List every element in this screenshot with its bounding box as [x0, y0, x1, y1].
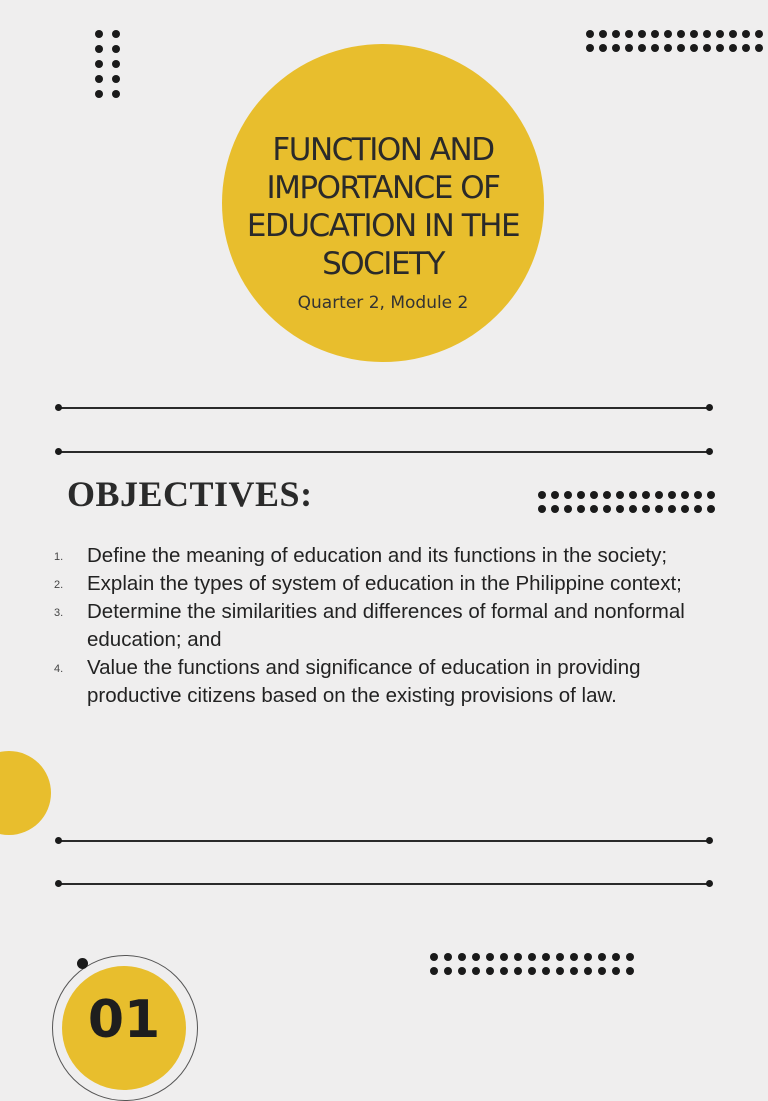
decorative-dot — [694, 491, 702, 499]
divider-line — [58, 840, 710, 842]
decorative-dot — [703, 44, 711, 52]
objective-text: Define the meaning of education and its functions in the society; — [87, 544, 668, 567]
decorative-dot — [112, 30, 120, 38]
decorative-dot — [716, 30, 724, 38]
decorative-dot — [655, 491, 663, 499]
decorative-dot — [528, 953, 536, 961]
decorative-dot — [112, 60, 120, 68]
decorative-dot — [638, 30, 646, 38]
decorative-dot — [629, 505, 637, 513]
decorative-dot — [444, 953, 452, 961]
decorative-dot — [472, 953, 480, 961]
decorative-dot — [598, 953, 606, 961]
decorative-dot — [95, 30, 103, 38]
decorative-dot — [664, 44, 672, 52]
decorative-dot — [694, 505, 702, 513]
decorative-dot — [638, 44, 646, 52]
decorative-dot — [612, 953, 620, 961]
decorative-dot — [514, 967, 522, 975]
decorative-dot — [584, 967, 592, 975]
decorative-circle — [0, 751, 51, 835]
decorative-dot — [681, 505, 689, 513]
decorative-dot — [626, 967, 634, 975]
divider-line — [58, 883, 710, 885]
title-line: FUNCTION AND — [272, 132, 494, 168]
title-line: IMPORTANCE OF — [266, 170, 500, 206]
decorative-dot — [677, 30, 685, 38]
decorative-dot — [514, 953, 522, 961]
decorative-dot — [668, 491, 676, 499]
decorative-dot — [642, 491, 650, 499]
decorative-dot — [729, 30, 737, 38]
decorative-dot — [95, 45, 103, 53]
decorative-dot — [599, 44, 607, 52]
decorative-dot — [500, 953, 508, 961]
decorative-dot — [542, 953, 550, 961]
decorative-dot — [716, 44, 724, 52]
decorative-dot — [95, 75, 103, 83]
objective-number: 1. — [54, 551, 64, 563]
decorative-dot — [500, 967, 508, 975]
decorative-dot — [625, 30, 633, 38]
decorative-dot — [586, 30, 594, 38]
objective-item — [50, 542, 710, 570]
decorative-dot — [95, 60, 103, 68]
title-line: SOCIETY — [322, 246, 444, 282]
objective-number: 4. — [54, 663, 64, 675]
decorative-dot — [538, 491, 546, 499]
decorative-dot — [551, 505, 559, 513]
objective-item — [50, 654, 710, 710]
decorative-dot — [486, 953, 494, 961]
decorative-dot — [590, 491, 598, 499]
decorative-dot — [564, 491, 572, 499]
decorative-dot — [542, 967, 550, 975]
decorative-dot — [755, 44, 763, 52]
objective-number: 3. — [54, 607, 64, 619]
decorative-dot — [651, 30, 659, 38]
decorative-dot — [458, 953, 466, 961]
decorative-dot — [590, 505, 598, 513]
objectives-list — [50, 542, 710, 710]
decorative-dot — [755, 30, 763, 38]
decorative-dot — [584, 953, 592, 961]
objectives-heading: OBJECTIVES: — [67, 474, 313, 514]
decorative-dot — [681, 491, 689, 499]
decorative-dot — [599, 30, 607, 38]
decorative-dot — [729, 44, 737, 52]
objective-text: Value the functions and significance of education in providing productive citizens based on the existing provisions of law. — [87, 656, 641, 707]
decorative-dot — [430, 953, 438, 961]
objective-item — [50, 598, 710, 654]
decorative-dot — [629, 491, 637, 499]
decorative-dot — [577, 491, 585, 499]
objective-text: Explain the types of system of education in the Philippine context; — [87, 572, 682, 595]
decorative-dot — [677, 44, 685, 52]
decorative-dot — [112, 90, 120, 98]
decorative-dot — [564, 505, 572, 513]
objective-number: 2. — [54, 579, 64, 591]
objective-item — [50, 570, 710, 598]
decorative-dot — [458, 967, 466, 975]
orbit-dot — [77, 958, 88, 969]
decorative-dot — [556, 953, 564, 961]
title-line: EDUCATION IN THE — [246, 208, 520, 244]
decorative-dot — [603, 491, 611, 499]
decorative-dot — [551, 491, 559, 499]
decorative-dot — [603, 505, 611, 513]
module-subtitle: Quarter 2, Module 2 — [297, 293, 469, 313]
decorative-dot — [556, 967, 564, 975]
decorative-dot — [655, 505, 663, 513]
decorative-dot — [430, 967, 438, 975]
page-title — [222, 131, 544, 283]
section-number: 01 — [87, 990, 161, 1050]
decorative-dot — [626, 953, 634, 961]
divider-line — [58, 407, 710, 409]
decorative-dot — [690, 44, 698, 52]
decorative-dot — [707, 505, 715, 513]
objective-text: Determine the similarities and differences of formal and nonformal education; and — [87, 600, 685, 651]
decorative-dot — [444, 967, 452, 975]
dot-pattern-bottom — [430, 953, 634, 975]
decorative-dot — [570, 953, 578, 961]
decorative-dot — [570, 967, 578, 975]
decorative-dot — [742, 30, 750, 38]
decorative-dot — [598, 967, 606, 975]
decorative-dot — [651, 44, 659, 52]
decorative-dot — [707, 491, 715, 499]
decorative-dot — [625, 44, 633, 52]
divider-line — [58, 451, 710, 453]
decorative-dot — [538, 505, 546, 513]
decorative-dot — [95, 90, 103, 98]
decorative-dot — [668, 505, 676, 513]
decorative-dot — [742, 44, 750, 52]
decorative-dot — [472, 967, 480, 975]
dot-pattern-middle — [538, 491, 715, 513]
decorative-dot — [616, 491, 624, 499]
decorative-dot — [528, 967, 536, 975]
decorative-dot — [112, 75, 120, 83]
decorative-dot — [586, 44, 594, 52]
decorative-dot — [664, 30, 672, 38]
decorative-dot — [612, 30, 620, 38]
decorative-dot — [577, 505, 585, 513]
decorative-dot — [616, 505, 624, 513]
decorative-dot — [612, 44, 620, 52]
decorative-dot — [112, 45, 120, 53]
decorative-dot — [703, 30, 711, 38]
decorative-dot — [642, 505, 650, 513]
decorative-dot — [612, 967, 620, 975]
decorative-dot — [690, 30, 698, 38]
decorative-dot — [486, 967, 494, 975]
dot-pattern-top-right — [586, 30, 763, 52]
dot-pattern-top-left — [95, 30, 120, 98]
